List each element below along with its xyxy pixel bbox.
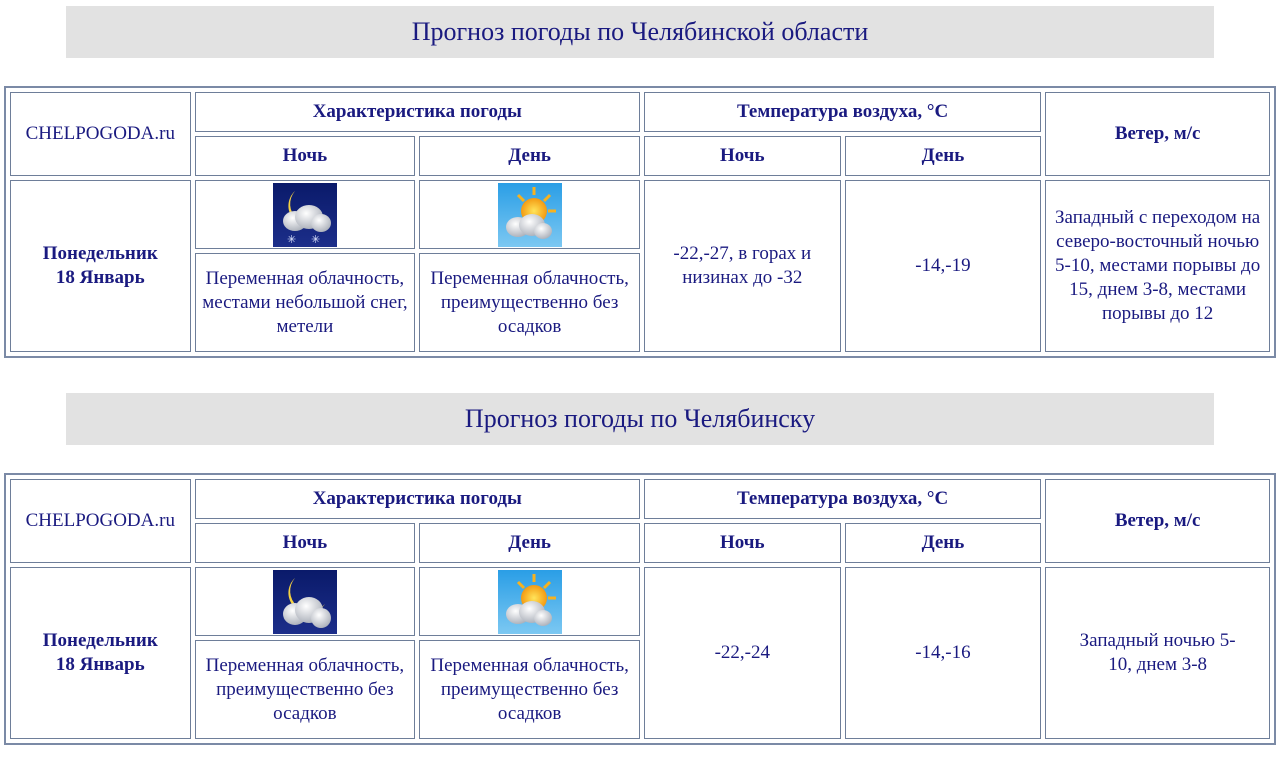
day-name: Понедельник	[42, 630, 158, 651]
day-icon-cell	[419, 180, 640, 249]
forecast-date-cell	[10, 180, 191, 352]
weather-characteristics-header: Характеристика погоды	[195, 92, 640, 132]
day-date: 18 Январь	[55, 267, 145, 288]
day-name: Понедельник	[42, 243, 158, 264]
night-description: Переменная облачность, преимущественно без осадков	[195, 640, 416, 739]
region-forecast-title: Прогноз погоды по Челябинской области	[66, 6, 1214, 58]
brand-label[interactable]: CHELPOGODA.ru	[10, 479, 191, 563]
svg-text:✳: ✳	[310, 233, 321, 246]
temp-day-value: -14,-19	[845, 180, 1042, 352]
night-icon-cell	[195, 180, 416, 249]
sun-cloud-icon	[498, 570, 562, 634]
day-description: Переменная облачность, преимущественно без осадков	[419, 253, 640, 352]
city-forecast-table	[4, 473, 1276, 745]
temp-day-subheader: День	[845, 136, 1042, 176]
air-temperature-header: Температура воздуха, °C	[644, 92, 1041, 132]
weather-day-subheader: День	[419, 523, 640, 563]
temp-night-subheader: Ночь	[644, 523, 841, 563]
temp-night-subheader: Ночь	[644, 136, 841, 176]
region-forecast-table	[4, 86, 1276, 358]
brand-label[interactable]: CHELPOGODA.ru	[10, 92, 191, 176]
svg-text:✳: ✳	[286, 233, 297, 246]
wind-header: Ветер, м/с	[1045, 92, 1270, 176]
air-temperature-header: Температура воздуха, °C	[644, 479, 1041, 519]
weather-day-subheader: День	[419, 136, 640, 176]
day-date: 18 Январь	[55, 654, 145, 675]
wind-header: Ветер, м/с	[1045, 479, 1270, 563]
night-icon-cell	[195, 567, 416, 636]
forecast-date-cell	[10, 567, 191, 739]
weather-characteristics-header: Характеристика погоды	[195, 479, 640, 519]
day-icon-cell	[419, 567, 640, 636]
temp-night-value: -22,-24	[644, 567, 841, 739]
city-forecast-title: Прогноз погоды по Челябинску	[66, 393, 1214, 445]
sun-cloud-icon	[498, 183, 562, 247]
temp-night-value: -22,-27, в горах и низинах до -32	[644, 180, 841, 352]
night-description: Переменная облачность, местами небольшой снег, метели	[195, 253, 416, 352]
moon-cloud-icon	[273, 570, 337, 634]
weather-night-subheader: Ночь	[195, 136, 416, 176]
temp-day-value: -14,-16	[845, 567, 1042, 739]
weather-night-subheader: Ночь	[195, 523, 416, 563]
moon-cloud-snow-icon	[273, 183, 337, 247]
wind-value: Западный ночью 5-10, днем 3-8	[1045, 567, 1270, 739]
wind-value: Западный с переходом на северо-восточный ночью 5-10, местами порывы до 15, днем 3-8, местами порывы до 12	[1045, 180, 1270, 352]
temp-day-subheader: День	[845, 523, 1042, 563]
day-description: Переменная облачность, преимущественно без осадков	[419, 640, 640, 739]
